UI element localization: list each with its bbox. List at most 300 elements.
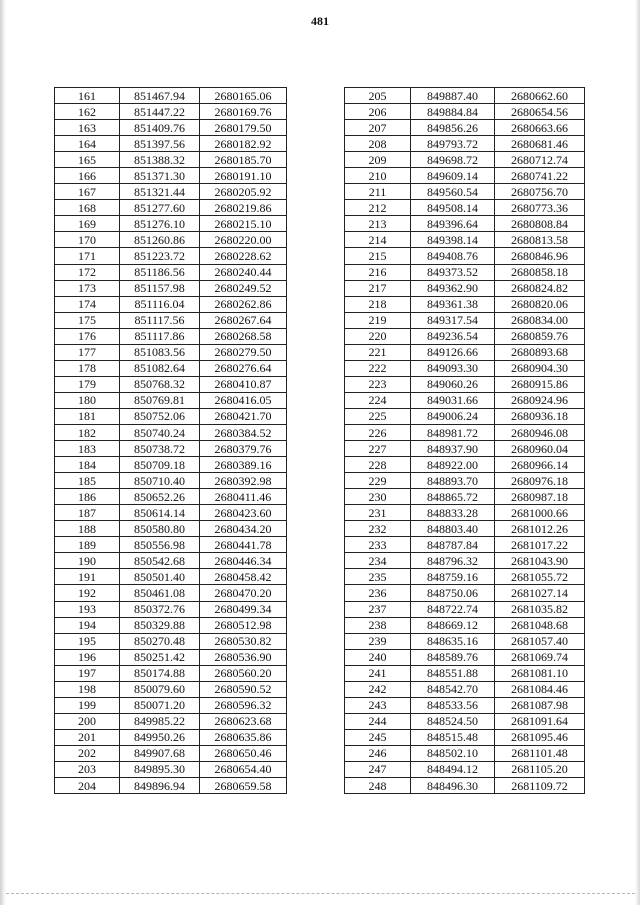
table-row — [345, 681, 585, 697]
table-row — [345, 649, 585, 665]
y-coordinate-cell: 2681043.90 — [495, 553, 585, 569]
x-coordinate-cell: 850709.18 — [120, 457, 200, 473]
point-number-cell: 234 — [345, 553, 411, 569]
point-number-cell: 195 — [55, 633, 120, 649]
y-coordinate-cell: 2681017.22 — [495, 537, 585, 553]
x-coordinate-cell: 849895.30 — [120, 761, 200, 777]
y-coordinate-cell: 2681057.40 — [495, 633, 585, 649]
y-coordinate-cell: 2680182.92 — [200, 136, 287, 152]
point-number-cell: 206 — [345, 104, 411, 120]
x-coordinate-cell: 849896.94 — [120, 778, 200, 794]
y-coordinate-cell: 2681048.68 — [495, 617, 585, 633]
table-row — [345, 376, 585, 392]
point-number-cell: 216 — [345, 264, 411, 280]
x-coordinate-cell: 849396.64 — [411, 216, 495, 232]
y-coordinate-cell: 2680228.62 — [200, 248, 287, 264]
x-coordinate-cell: 850710.40 — [120, 473, 200, 489]
x-coordinate-cell: 849060.26 — [411, 376, 495, 392]
y-coordinate-cell: 2680191.10 — [200, 168, 287, 184]
table-row — [55, 505, 287, 521]
table-row — [345, 537, 585, 553]
point-number-cell: 242 — [345, 681, 411, 697]
table-row — [345, 489, 585, 505]
point-number-cell: 178 — [55, 360, 120, 376]
table-row — [345, 408, 585, 424]
table-row — [345, 152, 585, 168]
y-coordinate-cell: 2681084.46 — [495, 681, 585, 697]
x-coordinate-cell: 848589.76 — [411, 649, 495, 665]
table-row — [55, 136, 287, 152]
x-coordinate-cell: 851371.30 — [120, 168, 200, 184]
y-coordinate-cell: 2680421.70 — [200, 408, 287, 424]
point-number-cell: 161 — [55, 88, 120, 104]
y-coordinate-cell: 2681095.46 — [495, 729, 585, 745]
point-number-cell: 182 — [55, 424, 120, 440]
point-number-cell: 217 — [345, 280, 411, 296]
x-coordinate-cell: 851321.44 — [120, 184, 200, 200]
table-row — [55, 296, 287, 312]
point-number-cell: 164 — [55, 136, 120, 152]
x-coordinate-cell: 848787.84 — [411, 537, 495, 553]
table-row — [55, 441, 287, 457]
point-number-cell: 223 — [345, 376, 411, 392]
table-row — [55, 360, 287, 376]
y-coordinate-cell: 2680411.46 — [200, 489, 287, 505]
point-number-cell: 238 — [345, 617, 411, 633]
x-coordinate-cell: 851467.94 — [120, 88, 200, 104]
x-coordinate-cell: 848937.90 — [411, 441, 495, 457]
y-coordinate-cell: 2680904.30 — [495, 360, 585, 376]
y-coordinate-cell: 2680379.76 — [200, 441, 287, 457]
table-row — [55, 328, 287, 344]
table-row — [345, 104, 585, 120]
y-coordinate-cell: 2681091.64 — [495, 713, 585, 729]
point-number-cell: 205 — [345, 88, 411, 104]
y-coordinate-cell: 2680267.64 — [200, 312, 287, 328]
table-row — [345, 280, 585, 296]
point-number-cell: 173 — [55, 280, 120, 296]
x-coordinate-cell: 849126.66 — [411, 344, 495, 360]
y-coordinate-cell: 2680820.06 — [495, 296, 585, 312]
x-coordinate-cell: 850461.08 — [120, 585, 200, 601]
x-coordinate-cell: 848515.48 — [411, 729, 495, 745]
y-coordinate-cell: 2680846.96 — [495, 248, 585, 264]
table-row — [55, 312, 287, 328]
x-coordinate-cell: 849373.52 — [411, 264, 495, 280]
table-row — [55, 745, 287, 761]
point-number-cell: 226 — [345, 424, 411, 440]
table-row — [55, 633, 287, 649]
x-coordinate-cell: 848803.40 — [411, 521, 495, 537]
table-row — [55, 569, 287, 585]
table-row — [55, 120, 287, 136]
y-coordinate-cell: 2680205.92 — [200, 184, 287, 200]
y-coordinate-cell: 2680219.86 — [200, 200, 287, 216]
point-number-cell: 171 — [55, 248, 120, 264]
x-coordinate-cell: 849361.38 — [411, 296, 495, 312]
y-coordinate-cell: 2680756.70 — [495, 184, 585, 200]
x-coordinate-cell: 848833.28 — [411, 505, 495, 521]
y-coordinate-cell: 2680268.58 — [200, 328, 287, 344]
y-coordinate-cell: 2681081.10 — [495, 665, 585, 681]
table-row — [345, 569, 585, 585]
y-coordinate-cell: 2680654.56 — [495, 104, 585, 120]
table-row — [55, 713, 287, 729]
point-number-cell: 204 — [55, 778, 120, 794]
point-number-cell: 236 — [345, 585, 411, 601]
x-coordinate-cell: 849884.84 — [411, 104, 495, 120]
y-coordinate-cell: 2680858.18 — [495, 264, 585, 280]
y-coordinate-cell: 2680249.52 — [200, 280, 287, 296]
table-row — [55, 681, 287, 697]
point-number-cell: 162 — [55, 104, 120, 120]
y-coordinate-cell: 2680169.76 — [200, 104, 287, 120]
y-coordinate-cell: 2680446.34 — [200, 553, 287, 569]
x-coordinate-cell: 848496.30 — [411, 778, 495, 794]
table-row — [345, 473, 585, 489]
x-coordinate-cell: 850738.72 — [120, 441, 200, 457]
point-number-cell: 228 — [345, 457, 411, 473]
table-row — [345, 505, 585, 521]
point-number-cell: 213 — [345, 216, 411, 232]
x-coordinate-cell: 849508.14 — [411, 200, 495, 216]
x-coordinate-cell: 848893.70 — [411, 473, 495, 489]
table-row — [55, 216, 287, 232]
point-number-cell: 179 — [55, 376, 120, 392]
y-coordinate-cell: 2680240.44 — [200, 264, 287, 280]
point-number-cell: 230 — [345, 489, 411, 505]
y-coordinate-cell: 2680635.86 — [200, 729, 287, 745]
point-number-cell: 175 — [55, 312, 120, 328]
y-coordinate-cell: 2680596.32 — [200, 697, 287, 713]
point-number-cell: 229 — [345, 473, 411, 489]
y-coordinate-cell: 2680179.50 — [200, 120, 287, 136]
point-number-cell: 180 — [55, 392, 120, 408]
table-row — [55, 553, 287, 569]
point-number-cell: 208 — [345, 136, 411, 152]
point-number-cell: 232 — [345, 521, 411, 537]
x-coordinate-cell: 851277.60 — [120, 200, 200, 216]
x-coordinate-cell: 848796.32 — [411, 553, 495, 569]
x-coordinate-cell: 849560.54 — [411, 184, 495, 200]
point-number-cell: 165 — [55, 152, 120, 168]
x-coordinate-cell: 849006.24 — [411, 408, 495, 424]
x-coordinate-cell: 850079.60 — [120, 681, 200, 697]
x-coordinate-cell: 850580.80 — [120, 521, 200, 537]
y-coordinate-cell: 2680813.58 — [495, 232, 585, 248]
x-coordinate-cell: 851397.56 — [120, 136, 200, 152]
table-row — [55, 200, 287, 216]
table-row — [55, 489, 287, 505]
y-coordinate-cell: 2680389.16 — [200, 457, 287, 473]
point-number-cell: 233 — [345, 537, 411, 553]
x-coordinate-cell: 848524.50 — [411, 713, 495, 729]
point-number-cell: 225 — [345, 408, 411, 424]
table-row — [55, 280, 287, 296]
y-coordinate-cell: 2680276.64 — [200, 360, 287, 376]
table-row — [55, 778, 287, 794]
point-number-cell: 237 — [345, 601, 411, 617]
table-row — [55, 152, 287, 168]
y-coordinate-cell: 2680410.87 — [200, 376, 287, 392]
y-coordinate-cell: 2680893.68 — [495, 344, 585, 360]
y-coordinate-cell: 2680441.78 — [200, 537, 287, 553]
x-coordinate-cell: 850556.98 — [120, 537, 200, 553]
x-coordinate-cell: 848551.88 — [411, 665, 495, 681]
table-row — [345, 120, 585, 136]
x-coordinate-cell: 851447.22 — [120, 104, 200, 120]
point-number-cell: 163 — [55, 120, 120, 136]
y-coordinate-cell: 2680824.82 — [495, 280, 585, 296]
y-coordinate-cell: 2681035.82 — [495, 601, 585, 617]
point-number-cell: 219 — [345, 312, 411, 328]
point-number-cell: 239 — [345, 633, 411, 649]
table-row — [55, 248, 287, 264]
y-coordinate-cell: 2680712.74 — [495, 152, 585, 168]
point-number-cell: 192 — [55, 585, 120, 601]
table-row — [55, 376, 287, 392]
bottom-scan-line — [6, 893, 635, 894]
point-number-cell: 181 — [55, 408, 120, 424]
table-row — [345, 232, 585, 248]
table-row — [345, 184, 585, 200]
x-coordinate-cell: 851388.32 — [120, 152, 200, 168]
x-coordinate-cell: 850614.14 — [120, 505, 200, 521]
y-coordinate-cell: 2680423.60 — [200, 505, 287, 521]
point-number-cell: 214 — [345, 232, 411, 248]
y-coordinate-cell: 2680458.42 — [200, 569, 287, 585]
y-coordinate-cell: 2680512.98 — [200, 617, 287, 633]
x-coordinate-cell: 849907.68 — [120, 745, 200, 761]
table-row — [345, 360, 585, 376]
table-row — [55, 104, 287, 120]
table-row — [345, 633, 585, 649]
table-row — [345, 713, 585, 729]
x-coordinate-cell: 848635.16 — [411, 633, 495, 649]
y-coordinate-cell: 2680262.86 — [200, 296, 287, 312]
y-coordinate-cell: 2680536.90 — [200, 649, 287, 665]
y-coordinate-cell: 2680470.20 — [200, 585, 287, 601]
point-number-cell: 203 — [55, 761, 120, 777]
point-number-cell: 189 — [55, 537, 120, 553]
table-row — [55, 184, 287, 200]
x-coordinate-cell: 849793.72 — [411, 136, 495, 152]
coordinates-table-right — [344, 87, 585, 794]
y-coordinate-cell: 2680859.76 — [495, 328, 585, 344]
point-number-cell: 207 — [345, 120, 411, 136]
y-coordinate-cell: 2680966.14 — [495, 457, 585, 473]
y-coordinate-cell: 2680663.66 — [495, 120, 585, 136]
point-number-cell: 235 — [345, 569, 411, 585]
table-row — [345, 344, 585, 360]
point-number-cell: 166 — [55, 168, 120, 184]
y-coordinate-cell: 2681109.72 — [495, 778, 585, 794]
point-number-cell: 240 — [345, 649, 411, 665]
y-coordinate-cell: 2680165.06 — [200, 88, 287, 104]
x-coordinate-cell: 849093.30 — [411, 360, 495, 376]
table-row — [345, 424, 585, 440]
x-coordinate-cell: 849398.14 — [411, 232, 495, 248]
y-coordinate-cell: 2680662.60 — [495, 88, 585, 104]
point-number-cell: 241 — [345, 665, 411, 681]
y-coordinate-cell: 2680530.82 — [200, 633, 287, 649]
x-coordinate-cell: 849317.54 — [411, 312, 495, 328]
x-coordinate-cell: 849985.22 — [120, 713, 200, 729]
point-number-cell: 246 — [345, 745, 411, 761]
y-coordinate-cell: 2680279.50 — [200, 344, 287, 360]
y-coordinate-cell: 2680434.20 — [200, 521, 287, 537]
point-number-cell: 221 — [345, 344, 411, 360]
point-number-cell: 201 — [55, 729, 120, 745]
x-coordinate-cell: 850071.20 — [120, 697, 200, 713]
x-coordinate-cell: 850372.76 — [120, 601, 200, 617]
x-coordinate-cell: 849887.40 — [411, 88, 495, 104]
point-number-cell: 185 — [55, 473, 120, 489]
table-row — [345, 617, 585, 633]
point-number-cell: 245 — [345, 729, 411, 745]
x-coordinate-cell: 849236.54 — [411, 328, 495, 344]
x-coordinate-cell: 849408.76 — [411, 248, 495, 264]
x-coordinate-cell: 850270.48 — [120, 633, 200, 649]
y-coordinate-cell: 2680392.98 — [200, 473, 287, 489]
table-row — [345, 761, 585, 777]
y-coordinate-cell: 2680384.52 — [200, 424, 287, 440]
point-number-cell: 174 — [55, 296, 120, 312]
table-row — [55, 408, 287, 424]
point-number-cell: 167 — [55, 184, 120, 200]
x-coordinate-cell: 849362.90 — [411, 280, 495, 296]
x-coordinate-cell: 851082.64 — [120, 360, 200, 376]
x-coordinate-cell: 849698.72 — [411, 152, 495, 168]
y-coordinate-cell: 2681087.98 — [495, 697, 585, 713]
table-row — [345, 200, 585, 216]
table-row — [55, 264, 287, 280]
point-number-cell: 244 — [345, 713, 411, 729]
table-row — [55, 232, 287, 248]
x-coordinate-cell: 848542.70 — [411, 681, 495, 697]
x-coordinate-cell: 848750.06 — [411, 585, 495, 601]
y-coordinate-cell: 2680924.96 — [495, 392, 585, 408]
y-coordinate-cell: 2681105.20 — [495, 761, 585, 777]
x-coordinate-cell: 851276.10 — [120, 216, 200, 232]
y-coordinate-cell: 2681000.66 — [495, 505, 585, 521]
y-coordinate-cell: 2680808.84 — [495, 216, 585, 232]
table-row — [345, 521, 585, 537]
table-row — [345, 264, 585, 280]
x-coordinate-cell: 849950.26 — [120, 729, 200, 745]
y-coordinate-cell: 2680681.46 — [495, 136, 585, 152]
point-number-cell: 210 — [345, 168, 411, 184]
point-number-cell: 184 — [55, 457, 120, 473]
y-coordinate-cell: 2680659.58 — [200, 778, 287, 794]
x-coordinate-cell: 851157.98 — [120, 280, 200, 296]
y-coordinate-cell: 2680590.52 — [200, 681, 287, 697]
x-coordinate-cell: 848922.00 — [411, 457, 495, 473]
x-coordinate-cell: 849609.14 — [411, 168, 495, 184]
scan-edge-left — [0, 0, 6, 905]
table-row — [55, 392, 287, 408]
x-coordinate-cell: 850768.32 — [120, 376, 200, 392]
y-coordinate-cell: 2680976.18 — [495, 473, 585, 489]
x-coordinate-cell: 851409.76 — [120, 120, 200, 136]
point-number-cell: 191 — [55, 569, 120, 585]
x-coordinate-cell: 848502.10 — [411, 745, 495, 761]
x-coordinate-cell: 850769.81 — [120, 392, 200, 408]
y-coordinate-cell: 2680650.46 — [200, 745, 287, 761]
point-number-cell: 224 — [345, 392, 411, 408]
y-coordinate-cell: 2680946.08 — [495, 424, 585, 440]
x-coordinate-cell: 851223.72 — [120, 248, 200, 264]
point-number-cell: 248 — [345, 778, 411, 794]
table-row — [345, 585, 585, 601]
x-coordinate-cell: 850251.42 — [120, 649, 200, 665]
x-coordinate-cell: 851260.86 — [120, 232, 200, 248]
x-coordinate-cell: 850174.88 — [120, 665, 200, 681]
table-row — [345, 457, 585, 473]
x-coordinate-cell: 850501.40 — [120, 569, 200, 585]
point-number-cell: 218 — [345, 296, 411, 312]
table-row — [55, 88, 287, 104]
table-row — [345, 216, 585, 232]
y-coordinate-cell: 2680654.40 — [200, 761, 287, 777]
x-coordinate-cell: 848494.12 — [411, 761, 495, 777]
point-number-cell: 200 — [55, 713, 120, 729]
point-number-cell: 172 — [55, 264, 120, 280]
table-row — [345, 665, 585, 681]
table-row — [55, 537, 287, 553]
y-coordinate-cell: 2681027.14 — [495, 585, 585, 601]
y-coordinate-cell: 2680773.36 — [495, 200, 585, 216]
x-coordinate-cell: 850652.26 — [120, 489, 200, 505]
point-number-cell: 227 — [345, 441, 411, 457]
point-number-cell: 196 — [55, 649, 120, 665]
point-number-cell: 215 — [345, 248, 411, 264]
point-number-cell: 183 — [55, 441, 120, 457]
point-number-cell: 202 — [55, 745, 120, 761]
y-coordinate-cell: 2680960.04 — [495, 441, 585, 457]
table-row — [55, 649, 287, 665]
point-number-cell: 212 — [345, 200, 411, 216]
y-coordinate-cell: 2681069.74 — [495, 649, 585, 665]
table-row — [55, 617, 287, 633]
point-number-cell: 209 — [345, 152, 411, 168]
x-coordinate-cell: 850329.88 — [120, 617, 200, 633]
point-number-cell: 220 — [345, 328, 411, 344]
y-coordinate-cell: 2680560.20 — [200, 665, 287, 681]
y-coordinate-cell: 2680499.34 — [200, 601, 287, 617]
table-row — [345, 553, 585, 569]
y-coordinate-cell: 2681055.72 — [495, 569, 585, 585]
table-row — [55, 473, 287, 489]
table-row — [345, 697, 585, 713]
y-coordinate-cell: 2680215.10 — [200, 216, 287, 232]
x-coordinate-cell: 850752.06 — [120, 408, 200, 424]
x-coordinate-cell: 848669.12 — [411, 617, 495, 633]
point-number-cell: 188 — [55, 521, 120, 537]
point-number-cell: 198 — [55, 681, 120, 697]
y-coordinate-cell: 2680936.18 — [495, 408, 585, 424]
table-row — [345, 168, 585, 184]
x-coordinate-cell: 851116.04 — [120, 296, 200, 312]
x-coordinate-cell: 848533.56 — [411, 697, 495, 713]
table-row — [345, 392, 585, 408]
y-coordinate-cell: 2681012.26 — [495, 521, 585, 537]
scan-edge-right — [635, 0, 640, 905]
y-coordinate-cell: 2681101.48 — [495, 745, 585, 761]
coordinates-table-left — [54, 87, 287, 794]
point-number-cell: 190 — [55, 553, 120, 569]
point-number-cell: 193 — [55, 601, 120, 617]
